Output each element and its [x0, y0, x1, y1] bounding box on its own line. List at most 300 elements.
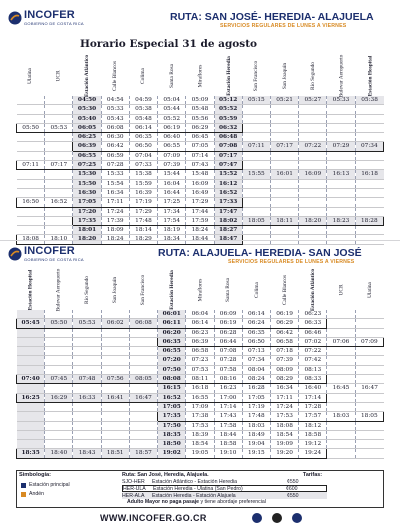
time-cell	[327, 161, 355, 170]
time-cell: 06:14	[242, 310, 270, 319]
time-cell: 07:39	[158, 161, 186, 170]
station-header	[220, 270, 236, 310]
time-cell	[45, 114, 73, 123]
senior-note-rest: y tiene abordaje preferencial	[199, 499, 266, 505]
time-cell	[327, 310, 355, 319]
time-cell	[101, 384, 129, 393]
table-row	[17, 114, 384, 123]
time-cell: 17:35	[73, 216, 101, 225]
time-cell	[327, 393, 355, 402]
time-cell: 16:28	[242, 384, 270, 393]
station-name: Colima	[140, 68, 147, 84]
time-cell: 06:14	[129, 123, 157, 132]
time-cell	[45, 328, 73, 337]
time-cell	[129, 365, 157, 374]
time-cell	[45, 440, 73, 449]
time-cell: 06:48	[214, 133, 242, 142]
time-cell: 05:52	[214, 105, 242, 114]
time-cell: 16:52	[158, 393, 186, 402]
time-cell	[73, 328, 101, 337]
time-cell: 05:30	[73, 105, 101, 114]
route-desc: Estación Heredia - Estación Alajuela	[152, 492, 236, 499]
principal-swatch-icon	[21, 483, 26, 488]
time-cell	[327, 328, 355, 337]
station-header	[50, 270, 66, 310]
time-cell: 19:09	[270, 440, 298, 449]
incofer-logo	[8, 244, 92, 266]
time-cell: 07:40	[17, 375, 45, 384]
station-header-2	[16, 270, 384, 310]
senior-note	[127, 499, 266, 505]
route-code: HER-ALA	[122, 492, 145, 499]
time-cell: 17:39	[101, 216, 129, 225]
time-cell: 16:45	[327, 384, 355, 393]
table-row	[17, 393, 384, 402]
station-name: Ulatina	[27, 68, 34, 84]
time-cell: 06:55	[158, 347, 186, 356]
time-cell	[270, 123, 298, 132]
table-row	[17, 310, 384, 319]
time-cell: 06:08	[129, 319, 157, 328]
time-cell: 16:09	[299, 170, 327, 179]
time-cell: 08:13	[299, 365, 327, 374]
station-header	[192, 56, 208, 96]
time-cell	[73, 412, 101, 421]
time-cell: 16:30	[73, 188, 101, 197]
time-cell: 18:14	[129, 226, 157, 235]
time-cell: 17:11	[270, 393, 298, 402]
time-cell: 16:18	[186, 384, 214, 393]
time-cell	[355, 105, 383, 114]
time-cell	[129, 337, 157, 346]
time-cell: 07:11	[17, 161, 45, 170]
time-cell: 17:58	[214, 421, 242, 430]
time-cell: 17:14	[214, 402, 242, 411]
time-cell: 16:52	[45, 198, 73, 207]
station-header	[277, 56, 293, 96]
time-cell	[299, 151, 327, 160]
time-cell: 07:05	[186, 142, 214, 151]
time-cell: 05:21	[270, 96, 298, 105]
time-cell: 18:43	[73, 449, 101, 458]
time-cell	[327, 198, 355, 207]
time-cell: 07:20	[158, 356, 186, 365]
time-cell	[45, 384, 73, 393]
route-row	[122, 485, 327, 492]
time-cell: 17:28	[299, 402, 327, 411]
route-sub-2: SERVICIOS REGULARES DE LUNES A VIERNES	[228, 259, 355, 265]
time-cell: 19:15	[242, 449, 270, 458]
time-cell	[45, 96, 73, 105]
time-cell	[299, 105, 327, 114]
time-cell: 17:20	[73, 207, 101, 216]
time-cell: 16:25	[17, 393, 45, 402]
route-fare: ¢550	[287, 478, 299, 485]
time-cell: 18:08	[270, 421, 298, 430]
time-cell: 06:25	[73, 133, 101, 142]
time-cell	[129, 412, 157, 421]
time-cell	[45, 337, 73, 346]
time-cell: 07:45	[45, 375, 73, 384]
time-cell: 18:03	[327, 412, 355, 421]
time-cell	[45, 347, 73, 356]
time-cell: 17:34	[158, 207, 186, 216]
route-title-1: RUTA: SAN JOSÉ- HEREDIA- ALAJUELA	[170, 11, 374, 23]
time-cell: 18:19	[158, 226, 186, 235]
time-cell	[17, 310, 45, 319]
time-cell	[45, 430, 73, 439]
time-cell: 17:05	[242, 393, 270, 402]
time-cell: 16:50	[17, 198, 45, 207]
time-cell: 06:42	[101, 142, 129, 151]
station-header	[249, 270, 265, 310]
time-cell: 16:44	[158, 188, 186, 197]
time-cell: 07:42	[299, 356, 327, 365]
time-cell	[45, 226, 73, 235]
time-cell	[270, 105, 298, 114]
time-cell	[17, 133, 45, 142]
time-cell	[355, 226, 383, 235]
time-cell: 17:00	[214, 393, 242, 402]
time-cell: 06:58	[270, 337, 298, 346]
time-cell: 06:23	[299, 310, 327, 319]
time-cell	[270, 226, 298, 235]
time-cell: 06:23	[186, 328, 214, 337]
time-cell: 17:59	[186, 216, 214, 225]
brand-name: INCOFER	[24, 245, 75, 257]
route-sub-1: SERVICIOS REGULARES DE LUNES A VIERNES	[220, 23, 347, 29]
time-cell: 06:08	[101, 123, 129, 132]
time-cell: 16:12	[214, 179, 242, 188]
time-cell	[327, 449, 355, 458]
time-cell: 05:27	[299, 96, 327, 105]
time-cell: 17:44	[186, 207, 214, 216]
time-cell	[45, 207, 73, 216]
time-cell: 05:56	[186, 114, 214, 123]
table-row	[17, 365, 384, 374]
time-cell: 16:47	[355, 384, 383, 393]
time-cell	[17, 151, 45, 160]
time-cell: 06:04	[186, 310, 214, 319]
time-cell: 19:12	[299, 440, 327, 449]
time-cell: 06:59	[101, 151, 129, 160]
time-cell: 18:28	[355, 216, 383, 225]
time-cell: 07:14	[186, 151, 214, 160]
time-cell: 05:52	[158, 114, 186, 123]
time-cell: 07:02	[299, 337, 327, 346]
time-cell	[327, 356, 355, 365]
time-cell: 07:34	[355, 142, 383, 151]
time-cell	[73, 384, 101, 393]
time-cell: 06:11	[158, 319, 186, 328]
time-cell: 08:29	[270, 375, 298, 384]
time-cell: 18:50	[158, 440, 186, 449]
legend-box	[16, 470, 384, 508]
time-cell	[355, 421, 383, 430]
time-cell: 06:19	[214, 319, 242, 328]
station-name: Ulatina	[366, 282, 373, 298]
schedule-grid-1	[16, 96, 384, 245]
station-name: UCR	[338, 284, 345, 296]
time-cell: 07:47	[214, 161, 242, 170]
time-cell	[129, 440, 157, 449]
time-cell	[17, 328, 45, 337]
instagram-icon[interactable]	[292, 513, 302, 523]
table-row	[17, 198, 384, 207]
time-cell: 17:25	[158, 198, 186, 207]
time-cell: 05:53	[73, 319, 101, 328]
time-cell	[270, 179, 298, 188]
time-cell: 05:09	[186, 96, 214, 105]
routes-title: Ruta: San José, Heredia, Alajuela.	[122, 472, 209, 478]
time-cell: 18:20	[299, 216, 327, 225]
time-cell: 06:55	[73, 151, 101, 160]
time-cell	[17, 440, 45, 449]
time-cell	[327, 114, 355, 123]
time-cell	[101, 337, 129, 346]
time-cell: 19:05	[186, 449, 214, 458]
station-name: Estación Atlántico	[310, 268, 317, 312]
station-name: Río Segundo	[310, 61, 317, 91]
legend-anden	[21, 491, 44, 497]
time-cell: 18:03	[242, 421, 270, 430]
time-cell: 16:40	[299, 384, 327, 393]
station-name: San Joaquín	[281, 62, 288, 90]
time-cell: 18:12	[299, 421, 327, 430]
time-cell: 07:33	[129, 161, 157, 170]
station-header-1	[16, 56, 384, 96]
table-row	[17, 170, 384, 179]
time-cell: 07:06	[327, 337, 355, 346]
time-cell	[355, 393, 383, 402]
table-row	[17, 161, 384, 170]
station-header	[107, 56, 123, 96]
time-cell	[73, 421, 101, 430]
station-header	[107, 270, 123, 310]
time-cell	[355, 207, 383, 216]
table-row	[17, 449, 384, 458]
route-fares	[122, 472, 327, 499]
station-header	[305, 270, 321, 310]
time-cell: 07:22	[299, 142, 327, 151]
time-cell: 18:09	[101, 226, 129, 235]
time-cell: 17:54	[158, 216, 186, 225]
time-cell: 15:48	[186, 170, 214, 179]
time-cell: 07:48	[73, 375, 101, 384]
time-cell: 08:33	[299, 375, 327, 384]
time-cell: 06:45	[186, 133, 214, 142]
time-cell	[242, 226, 270, 235]
time-cell	[299, 179, 327, 188]
time-cell: 16:09	[186, 179, 214, 188]
time-cell: 07:25	[73, 161, 101, 170]
time-cell	[327, 365, 355, 374]
table-row	[17, 96, 384, 105]
time-cell: 06:35	[129, 133, 157, 142]
time-cell: 05:45	[17, 319, 45, 328]
facebook-icon[interactable]	[252, 513, 262, 523]
time-cell	[270, 198, 298, 207]
time-cell	[17, 365, 45, 374]
station-header	[135, 56, 151, 96]
time-cell: 16:52	[214, 188, 242, 197]
station-header	[192, 270, 208, 310]
table-row	[17, 421, 384, 430]
time-cell: 05:38	[129, 105, 157, 114]
time-cell	[327, 440, 355, 449]
time-cell: 07:56	[101, 375, 129, 384]
time-cell	[242, 105, 270, 114]
time-cell	[101, 328, 129, 337]
time-cell: 06:42	[270, 328, 298, 337]
route-fare: ¢600	[286, 485, 298, 492]
time-cell	[73, 337, 101, 346]
route-code: HER-ULA	[123, 485, 146, 492]
time-cell	[242, 151, 270, 160]
time-cell: 07:28	[214, 356, 242, 365]
senior-note-bold: Adulto Mayor no paga pasaje	[127, 499, 200, 505]
x-icon[interactable]	[272, 513, 282, 523]
time-cell: 08:11	[186, 375, 214, 384]
time-cell	[355, 375, 383, 384]
time-cell: 18:23	[327, 216, 355, 225]
time-cell: 18:05	[355, 412, 383, 421]
time-cell	[242, 161, 270, 170]
time-cell: 16:29	[45, 393, 73, 402]
time-cell: 05:44	[158, 105, 186, 114]
table-row	[17, 356, 384, 365]
time-cell	[299, 161, 327, 170]
website-link[interactable]: WWW.INCOFER.GO.CR	[100, 513, 207, 523]
time-cell: 05:33	[327, 96, 355, 105]
time-cell: 06:55	[158, 142, 186, 151]
time-cell: 18:02	[214, 216, 242, 225]
table-row	[17, 179, 384, 188]
time-cell	[270, 188, 298, 197]
station-header	[135, 270, 151, 310]
time-cell	[242, 198, 270, 207]
time-cell	[355, 151, 383, 160]
time-cell	[45, 170, 73, 179]
station-header	[362, 270, 378, 310]
time-cell	[242, 123, 270, 132]
time-cell	[17, 216, 45, 225]
time-cell	[327, 179, 355, 188]
time-cell: 17:09	[186, 402, 214, 411]
route-title-2: RUTA: ALAJUELA- HEREDIA- SAN JOSÉ	[158, 247, 362, 259]
route-row	[122, 478, 327, 485]
time-cell: 19:20	[270, 449, 298, 458]
time-cell: 06:50	[242, 337, 270, 346]
table-row	[17, 133, 384, 142]
time-cell: 16:13	[327, 170, 355, 179]
station-name: San Joaquín	[112, 276, 119, 304]
time-cell: 07:09	[158, 151, 186, 160]
time-cell	[17, 114, 45, 123]
table-row	[17, 226, 384, 235]
time-cell: 05:38	[355, 96, 383, 105]
time-cell: 16:04	[158, 179, 186, 188]
time-cell	[45, 412, 73, 421]
time-cell: 06:09	[214, 310, 242, 319]
time-cell: 17:05	[158, 402, 186, 411]
table-row	[17, 142, 384, 151]
time-cell	[17, 412, 45, 421]
time-cell	[17, 170, 45, 179]
special-schedule-title: Horario Especial 31 de agosto	[80, 38, 258, 50]
time-cell	[17, 188, 45, 197]
time-cell: 16:01	[270, 170, 298, 179]
time-cell: 07:23	[186, 356, 214, 365]
table-row	[17, 375, 384, 384]
time-cell: 17:33	[214, 198, 242, 207]
table-row	[17, 328, 384, 337]
time-cell: 16:47	[129, 393, 157, 402]
station-name: Estación Heredia	[225, 56, 232, 96]
time-cell: 18:27	[214, 226, 242, 235]
time-cell: 05:43	[101, 114, 129, 123]
time-cell: 05:59	[214, 114, 242, 123]
route-code: SJO-HER	[122, 478, 145, 485]
time-cell: 15:52	[214, 170, 242, 179]
time-cell: 18:24	[186, 226, 214, 235]
time-cell: 16:39	[129, 188, 157, 197]
time-cell: 06:32	[214, 123, 242, 132]
time-cell	[73, 440, 101, 449]
station-header	[50, 56, 66, 96]
time-cell: 07:53	[186, 365, 214, 374]
time-cell	[101, 365, 129, 374]
time-cell: 15:55	[242, 170, 270, 179]
time-cell: 07:50	[158, 365, 186, 374]
route-desc: Estación Atlántico - Estación Heredia	[152, 478, 238, 485]
station-name: Santa Rosa	[225, 277, 232, 303]
time-cell	[355, 123, 383, 132]
time-cell: 08:08	[158, 375, 186, 384]
route-fare: ¢550	[287, 492, 299, 499]
time-cell	[270, 114, 298, 123]
time-cell	[73, 356, 101, 365]
legend-title: Simbología:	[19, 472, 52, 478]
time-cell	[270, 207, 298, 216]
time-cell: 07:34	[242, 356, 270, 365]
time-cell: 18:49	[242, 430, 270, 439]
time-cell: 07:17	[45, 161, 73, 170]
time-cell	[73, 430, 101, 439]
time-cell: 07:17	[270, 142, 298, 151]
time-cell: 17:05	[73, 198, 101, 207]
schedule-grid-2	[16, 310, 384, 459]
incofer-logo-icon	[8, 11, 22, 25]
time-cell	[299, 207, 327, 216]
time-cell: 17:19	[129, 198, 157, 207]
time-cell	[129, 347, 157, 356]
time-cell: 16:55	[186, 393, 214, 402]
incofer-logo	[8, 8, 92, 30]
time-cell: 15:50	[73, 179, 101, 188]
time-cell: 16:23	[214, 384, 242, 393]
time-cell	[73, 347, 101, 356]
time-cell: 06:28	[214, 328, 242, 337]
time-cell	[17, 430, 45, 439]
station-name: Estación Hospital	[366, 55, 373, 97]
time-cell: 06:24	[242, 319, 270, 328]
time-cell	[129, 356, 157, 365]
time-cell	[327, 105, 355, 114]
time-cell: 18:44	[214, 430, 242, 439]
time-cell: 18:58	[299, 430, 327, 439]
route-row	[122, 492, 327, 499]
